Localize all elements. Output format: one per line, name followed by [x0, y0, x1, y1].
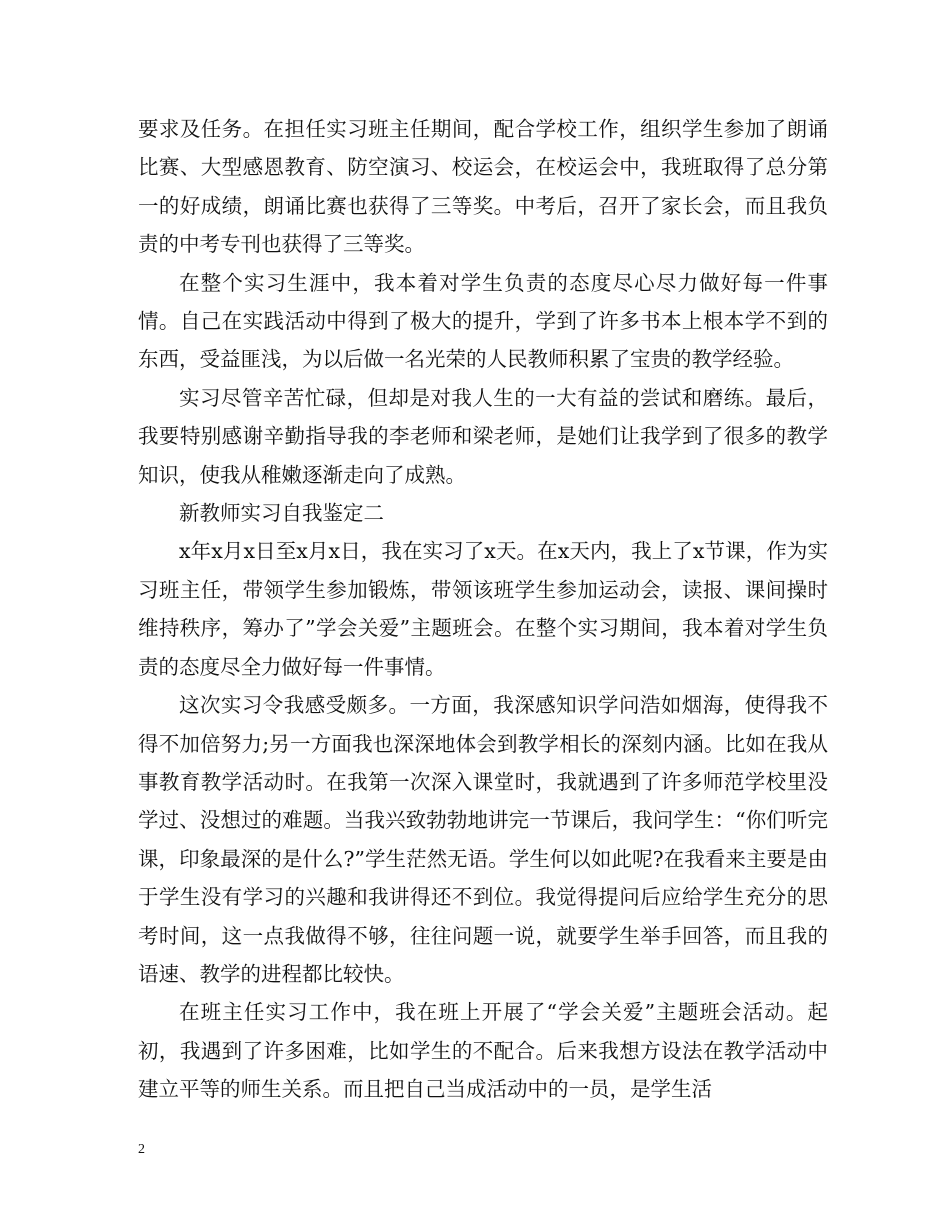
body-text [138, 110, 828, 1109]
paragraph: x年x月x日至x月x日，我在实习了x天。在x天内，我上了x节课，作为实习班主任，带领学生参加锻炼，带领该班学生参加运动会，读报、课间操时维持秩序，筹办了”学会关爱”主题班会。在整个实习期间，我本着对学生负责的态度尽全力做好每一件事情。 [138, 539, 828, 679]
section-heading: 新教师实习自我鉴定二 [179, 501, 384, 526]
page-number: 2 [138, 1142, 145, 1157]
paragraph: 实习尽管辛苦忙碌，但却是对我人生的一大有益的尝试和磨练。最后，我要特别感谢辛勤指导我的李老师和梁老师，是她们让我学到了很多的教学知识，使我从稚嫩逐渐走向了成熟。 [138, 385, 828, 487]
paragraph: 在整个实习生涯中，我本着对学生负责的态度尽心尽力做好每一件事情。自己在实践活动中得到了极大的提升，学到了许多书本上根本学不到的东西，受益匪浅，为以后做一名光荣的人民教师积累了宝贵的教学经验。 [138, 270, 828, 372]
paragraph: 这次实习令我感受颇多。一方面，我深感知识学问浩如烟海，使得我不得不加倍努力;另一方面我也深深地体会到教学相长的深刻内涵。比如在我从事教育教学活动时。在我第一次深入课堂时，我就遇到了许多师范学校里没学过、没想过的难题。当我兴致勃勃地讲完一节课后，我问学生：“你们听完课，印象最深的是什么?”学生茫然无语。学生何以如此呢?在我看来主要是由于学生没有学习的兴趣和我讲得还不到位。我觉得提问后应给学生充分的思考时间，这一点我做得不够，往往问题一说，就要学生举手回答，而且我的语速、教学的进程都比较快。 [138, 693, 828, 986]
paragraph: 在班主任实习工作中，我在班上开展了“学会关爱”主题班会活动。起初，我遇到了许多困难，比如学生的不配合。后来我想方设法在教学活动中建立平等的师生关系。而且把自己当成活动中的一员，是学生活 [138, 1000, 828, 1102]
paragraph-continuation: 要求及任务。在担任实习班主任期间，配合学校工作，组织学生参加了朗诵比赛、大型感恩教育、防空演习、校运会，在校运会中，我班取得了总分第一的好成绩，朗诵比赛也获得了三等奖。中考后，召开了家长会，而且我负责的中考专刊也获得了三等奖。 [138, 117, 828, 257]
